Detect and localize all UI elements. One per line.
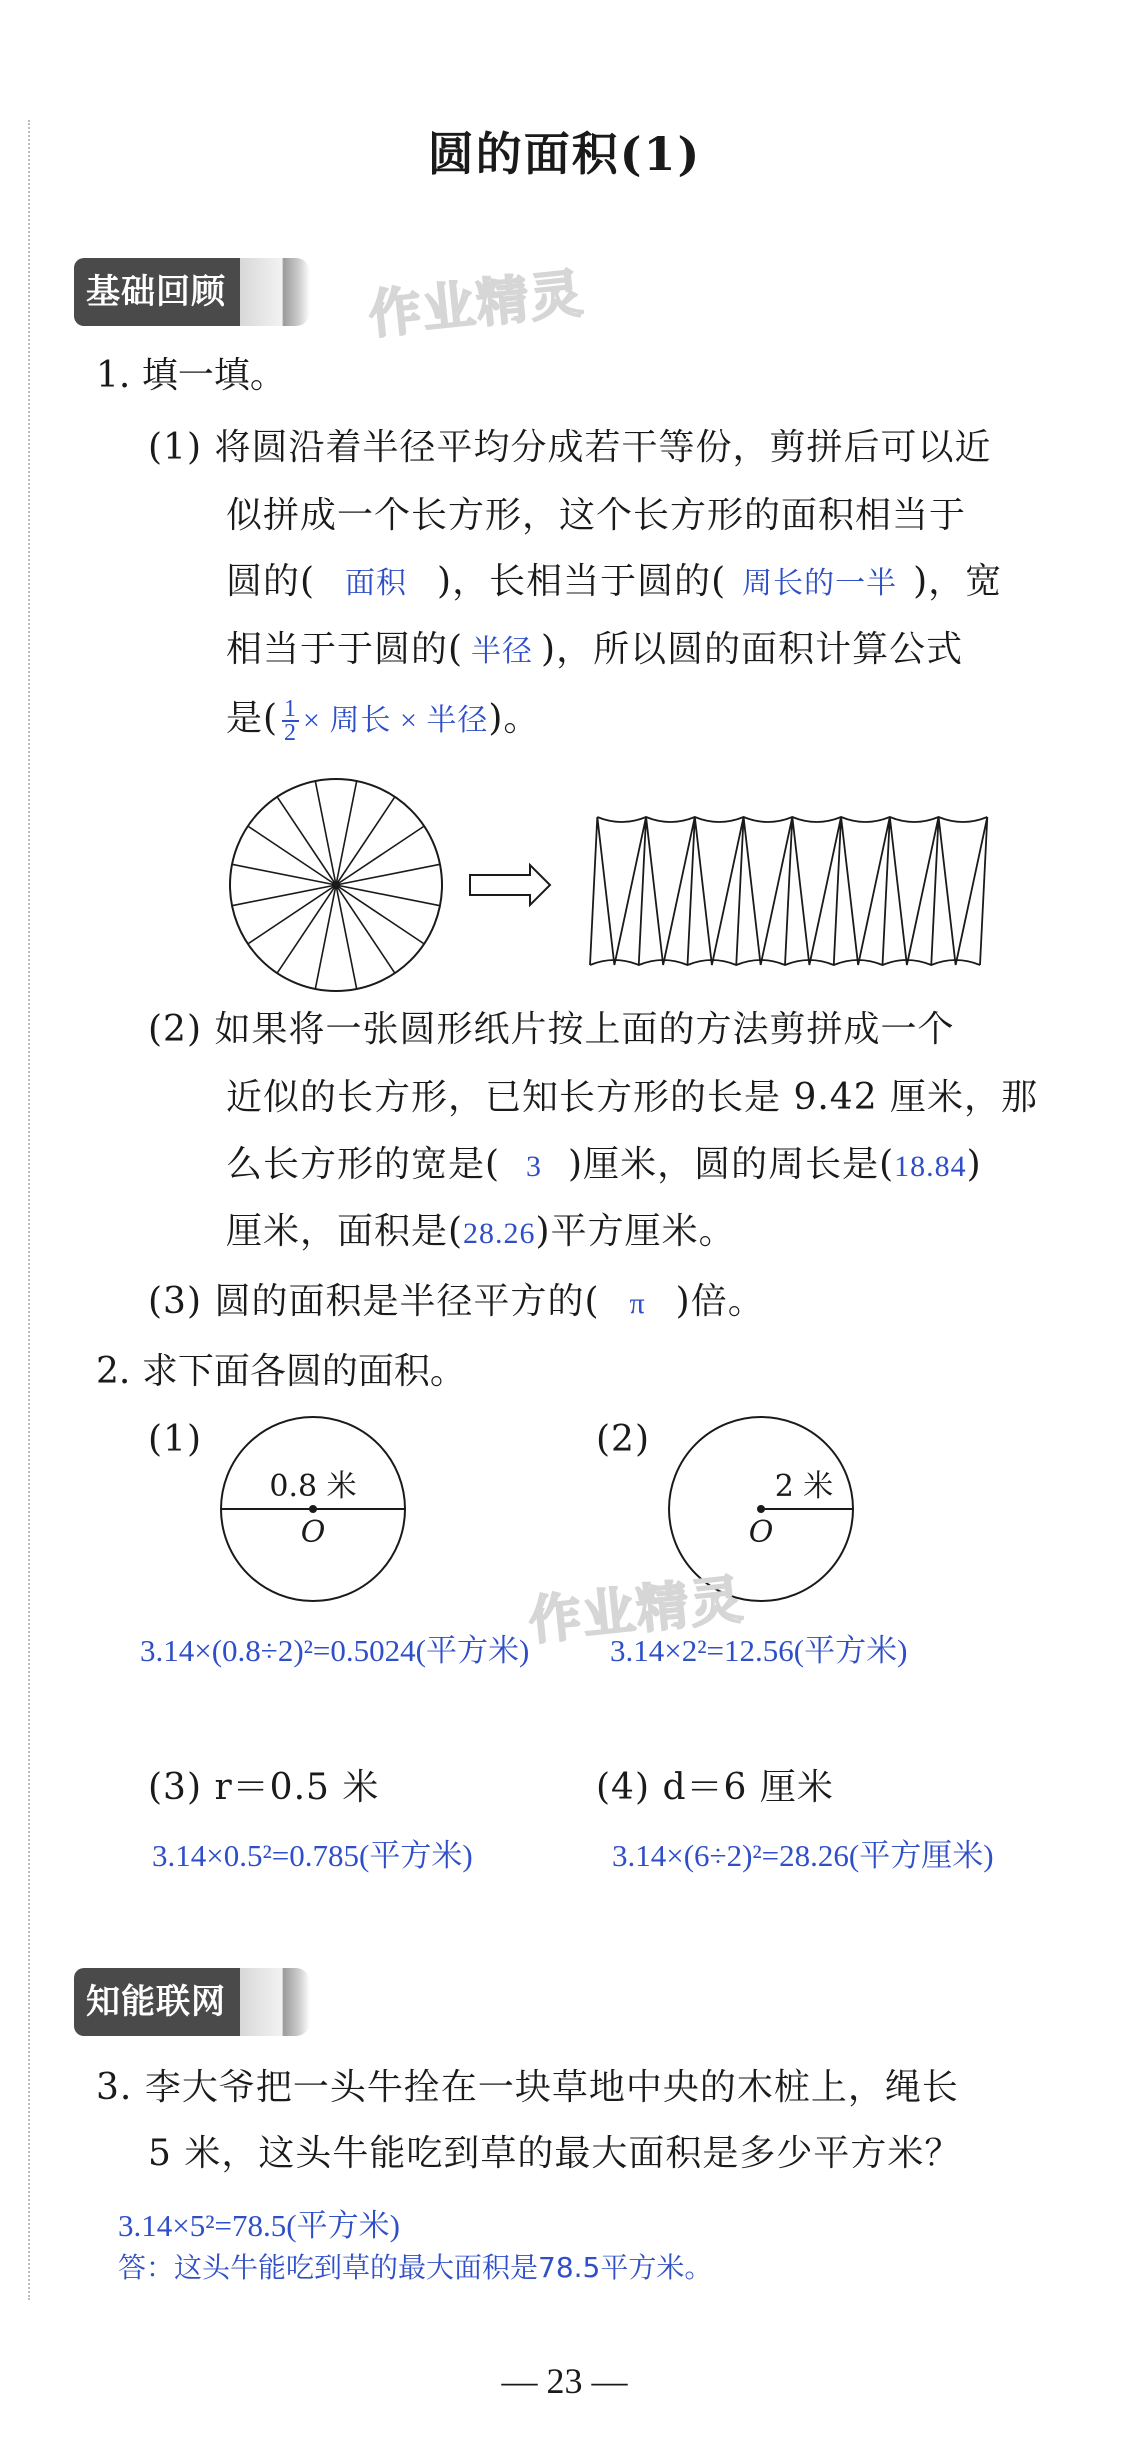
- section-tab-decoration: [240, 1968, 310, 2036]
- part-label: (2): [148, 1009, 202, 1050]
- answer-blank-width: 3: [526, 1150, 543, 1183]
- text: 李大爷把一头牛拴在一块草地中央的木桩上，绳长: [144, 2067, 959, 2108]
- text: )平方厘米。: [535, 1211, 736, 1252]
- q3-answer-calculation: 3.14×5²=78.5(平方米): [118, 2208, 400, 2243]
- text: )，宽: [913, 561, 1003, 602]
- question-3-line2: 5 米，这头牛能吃到草的最大面积是多少平方米？: [148, 2133, 962, 2174]
- q2-item3-given: [148, 1768, 379, 1808]
- q2-item4-given: [596, 1768, 834, 1808]
- part-label: (3): [148, 1281, 202, 1322]
- section-tab-decoration: [240, 258, 310, 326]
- question-number: 3.: [96, 2067, 133, 2108]
- q1-part1-line3: [226, 562, 1002, 604]
- q1-part1-line5: [226, 698, 540, 744]
- answer-blank-formula: × 周长 × 半径: [303, 704, 489, 737]
- fraction-numerator: 1: [284, 696, 298, 722]
- answer-fraction: [282, 698, 299, 744]
- question-3-line1: [96, 2068, 959, 2108]
- part-label: (1): [148, 427, 202, 468]
- given-value: d＝6 厘米: [662, 1767, 834, 1808]
- question-1-prompt: [96, 356, 286, 396]
- q1-part2-line4: [226, 1212, 736, 1254]
- rect-sector-edges: [590, 817, 987, 965]
- circle-to-rectangle-diagram: [220, 775, 1020, 995]
- question-number: 1.: [96, 355, 131, 396]
- section-tab-review: [74, 258, 310, 326]
- center-label: O: [748, 1515, 774, 1550]
- answer-blank-circumference: 18.84: [894, 1150, 967, 1183]
- text: 相当于于圆的(: [226, 629, 464, 670]
- question-number: 2.: [96, 1351, 131, 1392]
- text: 圆的(: [226, 561, 316, 602]
- watermark-text: 作业精灵: [366, 263, 588, 347]
- section-label: 知能联网: [74, 1968, 240, 2036]
- page-number: — 23 —: [501, 2361, 628, 2401]
- q1-part2-line2: 近似的长方形，已知长方形的长是 9.42 厘米，那: [226, 1077, 1039, 1118]
- answer-blank-area: 28.26: [463, 1217, 536, 1250]
- sector-circle: [230, 779, 442, 991]
- circle-diameter-figure: [218, 1414, 408, 1604]
- approximate-rectangle: [590, 817, 987, 965]
- section-label: 基础回顾: [74, 258, 240, 326]
- text: )，所以圆的面积计算公式: [541, 629, 964, 670]
- question-text: 填一填。: [141, 355, 286, 396]
- part-label: (3): [148, 1767, 202, 1808]
- q1-part3: [148, 1282, 765, 1324]
- center-label: O: [300, 1515, 326, 1550]
- text: 如果将一张圆形纸片按上面的方法剪拼成一个: [214, 1009, 955, 1050]
- q1-part2-line1: [148, 1010, 954, 1050]
- q2-item2-answer: 3.14×2²=12.56(平方米): [610, 1633, 908, 1668]
- q1-part1-line2: 似拼成一个长方形，这个长方形的面积相当于: [226, 495, 967, 536]
- text: 厘米，面积是(: [226, 1211, 464, 1252]
- question-text: 求下面各圆的面积。: [141, 1351, 466, 1392]
- q1-part1-line1: [148, 428, 991, 468]
- answer-blank-width: 半径: [471, 635, 534, 668]
- q1-part2-line3: [226, 1145, 982, 1187]
- text: )厘米，圆的周长是(: [568, 1144, 895, 1185]
- q3-answer-statement: 答：这头牛能吃到草的最大面积是78.5平方米。: [118, 2251, 713, 2284]
- text: )倍。: [675, 1281, 765, 1322]
- text: ): [966, 1144, 982, 1185]
- q1-part1-line4: [226, 630, 963, 672]
- text: 将圆沿着半径平均分成若干等份，剪拼后可以近: [214, 427, 992, 468]
- part-label: (4): [596, 1767, 650, 1808]
- section-tab-connect: [74, 1968, 310, 2036]
- watermark-text: 作业精灵: [526, 1569, 748, 1653]
- q2-item1-answer: 3.14×(0.8÷2)²=0.5024(平方米): [140, 1633, 530, 1668]
- fraction-denominator: 2: [284, 720, 298, 746]
- q2-item4-answer: 3.14×(6÷2)²=28.26(平方厘米): [612, 1838, 994, 1873]
- arrow-icon: [470, 865, 550, 905]
- q2-item3-answer: 3.14×0.5²=0.785(平方米): [152, 1838, 473, 1873]
- diameter-label: 0.8 米: [269, 1469, 357, 1504]
- question-2-prompt: [96, 1352, 466, 1392]
- q2-item2-label: (2): [596, 1419, 650, 1460]
- text: 么长方形的宽是(: [226, 1144, 501, 1185]
- text: 圆的面积是半径平方的(: [214, 1281, 600, 1322]
- q2-item1-label: (1): [148, 1419, 202, 1460]
- answer-blank-length: 周长的一半: [742, 567, 898, 600]
- page-margin-dotted-line: [28, 120, 30, 2300]
- text: )，长相当于圆的(: [437, 561, 727, 602]
- text: )。: [488, 698, 541, 739]
- answer-blank-pi: π: [629, 1287, 646, 1320]
- answer-blank-area: 面积: [345, 567, 408, 600]
- radius-label: 2 米: [774, 1469, 834, 1504]
- text: 是(: [226, 698, 279, 739]
- page-title: 圆的面积(1): [427, 127, 702, 181]
- given-value: r＝0.5 米: [214, 1767, 380, 1808]
